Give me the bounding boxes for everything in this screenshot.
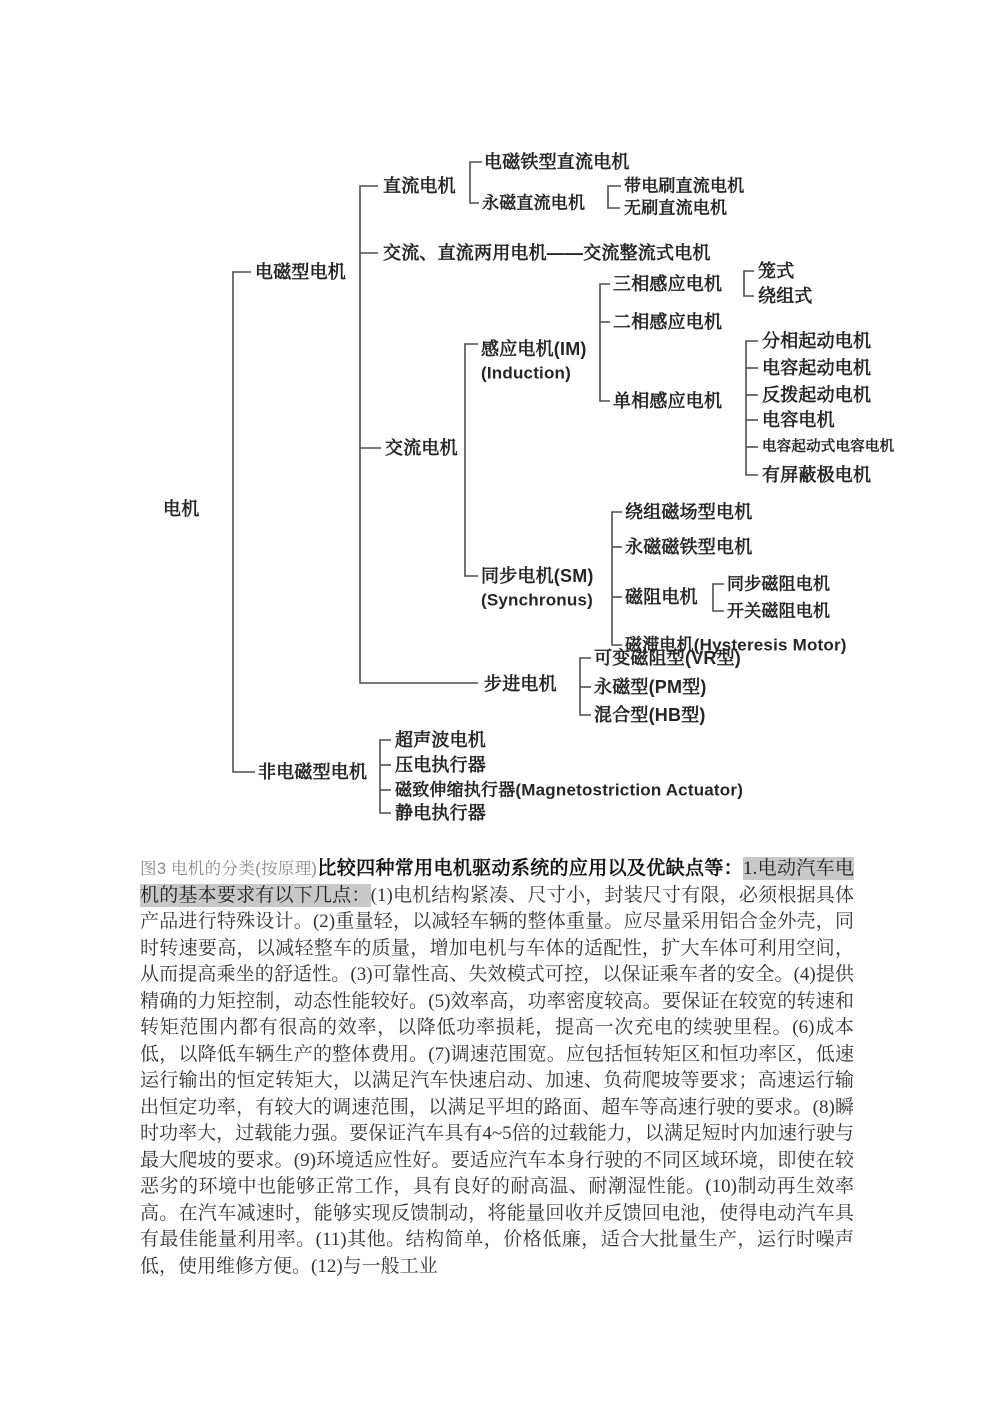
tree-connector [744,271,754,296]
tree-node-brushed-dc-motor: 带电刷直流电机 [624,176,745,196]
tree-node-brushless-dc-motor: 无刷直流电机 [624,198,728,218]
tree-node-wound-type: 绕组式 [758,286,813,306]
tree-node-repulsion-start-motor: 反拨起动电机 [762,385,872,405]
tree-node-hb-type-stepper: 混合型(HB型) [594,705,706,725]
tree-node-synchronous-motor-cn: 同步电机(SM) [481,566,594,586]
tree-connector [470,162,482,203]
tree-node-switched-reluctance-motor: 开关磁阻电机 [727,601,831,621]
tree-node-synchronous-motor-en: (Synchronus) [481,590,593,610]
body-text: (1)电机结构紧凑、尺寸小，封装尺寸有限，必须根据具体产品进行特殊设计。(2)重量轻，以减轻车辆的整体重量。应尽量采用铝合金外壳，同时转速要高，以减轻整车的质量，增加电机与车体的适配性，扩大车体可利用空间，从而提高乘坐的舒适性。(3)可靠性高、失效模式可控，以保证乘车者的安全。(4)提供精确的力矩控制，动态性能较好。(5)效率高，功率密度较高。要保证在较宽的转速和转矩范围内都有很高的效率，以降低功率损耗，提高一次充电的续驶里程。(6)成本低，以降低车辆生产的整体费用。(7)调速范围宽。应包括恒转矩区和恒功率区，低速运行输出的恒定转矩大，以满足汽车快速启动、加速、负荷爬坡等要求；高速运行输出恒定功率，有较大的调速范围，以满足平坦的路面、超车等高速行驶的要求。(8)瞬时功率大，过载能力强。要保证汽车具有4~5倍的过载能力，以满足短时内加速行驶与最大爬坡的要求。(9)环境适应性好。要适应汽车本身行驶的不同区域环境，即使在较恶劣的环境中也能够正常工作，具有良好的耐高温、耐潮湿性能。(10)制动再生效率高。在汽车减速时，能够实现反馈制动，将能量回收并反馈回电池，使得电动汽车具有最佳能量利用率。(11)其他。结构简单，价格低廉，适合大批量生产，运行时噪声低，使用维修方便。(12)与一般工业 [140,884,854,1277]
tree-node-ac-dc-dual-motor: 交流、直流两用电机——交流整流式电机 [383,243,711,263]
tree-node-pm-magnet-motor: 永磁磁铁型电机 [625,537,753,557]
tree-node-induction-motor-cn: 感应电机(IM) [481,339,587,359]
tree-node-capacitor-start-capacitor-motor: 电容起动式电容电机 [762,439,895,455]
tree-connector [465,344,478,576]
tree-node-magnetostriction-actuator: 磁致伸缩执行器(Magnetostriction Actuator) [395,780,744,800]
lead-bold-text: 比较四种常用电机驱动系统的应用以及优缺点等： [317,858,744,879]
tree-connector [612,512,622,645]
tree-node-piezo-actuator: 压电执行器 [395,755,486,775]
tree-node-shaded-pole-motor: 有屏蔽极电机 [762,465,872,485]
article-text-block [140,856,854,1280]
tree-node-root-motor: 电机 [163,499,200,519]
tree-node-induction-motor-en: (Induction) [481,363,572,383]
tree-node-wound-field-motor: 绕组磁场型电机 [625,502,753,522]
figure-caption: 图3 电机的分类(按原理) [140,860,318,878]
tree-node-electrostatic-actuator: 静电执行器 [395,803,486,823]
tree-node-dc-motor: 直流电机 [383,176,456,196]
tree-node-hysteresis-motor: 磁滞电机(Hysteresis Motor) [625,635,847,655]
tree-node-sync-reluctance-motor: 同步磁阻电机 [727,574,831,594]
tree-node-ultrasonic-motor: 超声波电机 [395,730,486,750]
tree-node-reluctance-motor: 磁阻电机 [625,587,698,607]
tree-node-two-phase-induction: 二相感应电机 [613,312,723,332]
tree-connector [713,584,724,611]
tree-connector [608,186,621,208]
highlighted-text: 1.电动汽车电机的基本要求有以下几点： [140,858,854,906]
tree-node-pm-dc-motor: 永磁直流电机 [482,193,586,213]
tree-node-single-phase-induction: 单相感应电机 [613,391,723,411]
tree-node-ac-motor: 交流电机 [385,438,458,458]
tree-node-pm-type-stepper: 永磁型(PM型) [594,677,707,697]
tree-node-electromagnet-dc-motor: 电磁铁型直流电机 [484,152,630,172]
tree-node-cage-type: 笼式 [758,261,795,281]
article-paragraph [140,856,854,1280]
tree-connector [746,341,758,475]
tree-node-capacitor-start-motor: 电容起动电机 [762,358,872,378]
tree-node-capacitor-motor: 电容电机 [762,410,835,430]
tree-connector [380,740,391,813]
tree-node-electromagnetic-motor: 电磁型电机 [255,262,346,282]
tree-node-split-phase-start-motor: 分相起动电机 [762,331,872,351]
tree-node-vr-type-stepper: 可变磁阻型(VR型) [594,648,741,668]
tree-node-non-electromagnetic-motor: 非电磁型电机 [258,762,368,782]
tree-connector [233,272,255,772]
tree-node-three-phase-induction: 三相感应电机 [613,274,723,294]
tree-node-stepper-motor: 步进电机 [484,674,557,694]
tree-connector [600,284,610,401]
